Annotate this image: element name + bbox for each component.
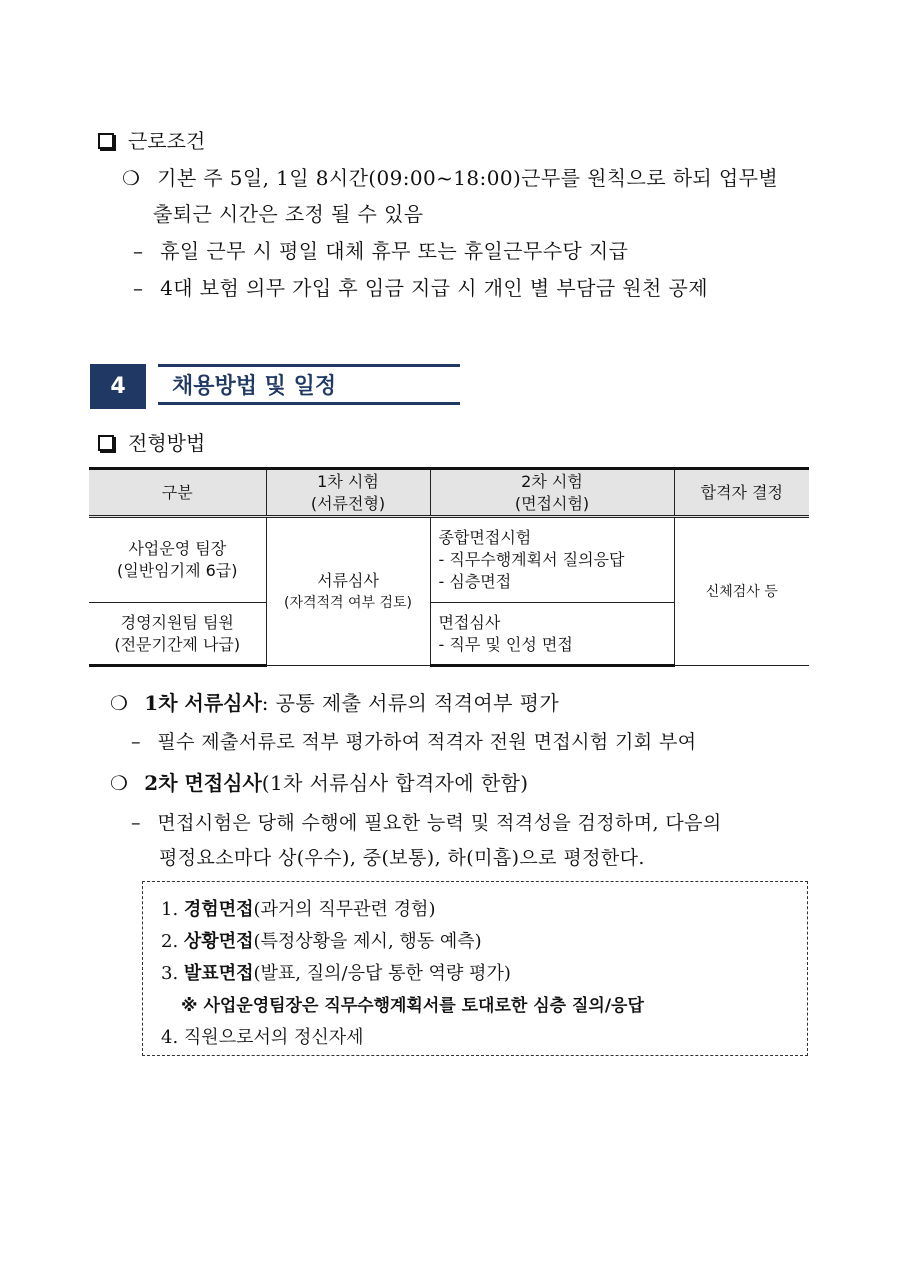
stage2-dash-cont: 평정요소마다 상(우수), 중(보통), 하(미흡)으로 평정한다. <box>159 847 645 869</box>
header-round1: 1차 시험 (서류전형) <box>266 469 430 517</box>
decision-cell: 신체검사 등 <box>674 517 809 666</box>
row1-category: 사업운영 팀장 (일반임기제 6급) <box>89 517 266 603</box>
criteria-item-3: 3. 발표면접(발표, 질의/응답 통한 역량 평가) <box>161 963 511 984</box>
work-dash2: – 4대 보험 의무 가입 후 임금 지급 시 개인 별 부담금 원천 공제 <box>133 276 708 300</box>
work-dash1: – 휴일 근무 시 평일 대체 휴무 또는 휴일근무수당 지급 <box>133 239 629 263</box>
criteria-box <box>142 881 808 1056</box>
section-number-badge: 4 <box>90 364 146 409</box>
checkbox-square-icon <box>98 133 114 149</box>
row2-category: 경영지원팀 팀원 (전문기간제 나급) <box>89 603 266 666</box>
table-header-row <box>89 469 809 517</box>
work-line1: ❍ 기본 주 5일, 1일 8시간(09:00~18:00)근무를 원칙으로 하되 업무별 <box>122 166 779 190</box>
work-line1-cont: 출퇴근 시간은 조정 될 수 있음 <box>153 202 424 226</box>
criteria-item-2: 2. 상황면접(특정상황을 제시, 행동 예측) <box>161 931 482 952</box>
work-heading: 근로조건 <box>98 125 205 154</box>
row2-round2: 면접심사 - 직무 및 인성 면접 <box>430 603 674 666</box>
round1-cell: 서류심사 (자격적격 여부 검토) <box>266 517 430 666</box>
circle-bullet-icon: ❍ <box>110 691 128 715</box>
header-decision: 합격자 결정 <box>674 469 809 517</box>
circle-bullet-icon: ❍ <box>122 166 141 190</box>
checkbox-square-icon <box>98 435 114 451</box>
header-category: 구분 <box>89 469 266 517</box>
section-title: 채용방법 및 일정 <box>158 364 460 405</box>
row1-round2: 종합면접시험 - 직무수행계획서 질의응답 - 심층면접 <box>430 517 674 603</box>
table-row <box>89 517 809 603</box>
header-round2: 2차 시험 (면접시험) <box>430 469 674 517</box>
criteria-item-4: 4. 직원으로서의 정신자세 <box>161 1027 364 1048</box>
circle-bullet-icon: ❍ <box>110 771 128 795</box>
method-table <box>89 467 809 667</box>
method-heading: 전형방법 <box>98 427 205 456</box>
criteria-item-1: 1. 경험면접(과거의 직무관련 경험) <box>161 899 436 920</box>
criteria-note: ※ 사업운영팀장은 직무수행계획서를 토대로한 심층 질의/응답 <box>181 996 644 1016</box>
stage2-dash: – 면접시험은 당해 수행에 필요한 능력 및 적격성을 검정하며, 다음의 <box>131 812 722 834</box>
stage1-line: ❍ 1차 서류심사: 공통 제출 서류의 적격여부 평가 <box>110 691 560 715</box>
stage1-dash: – 필수 제출서류로 적부 평가하여 적격자 전원 면접시험 기회 부여 <box>131 731 697 753</box>
stage2-line: ❍ 2차 면접심사(1차 서류심사 합격자에 한함) <box>110 771 529 795</box>
